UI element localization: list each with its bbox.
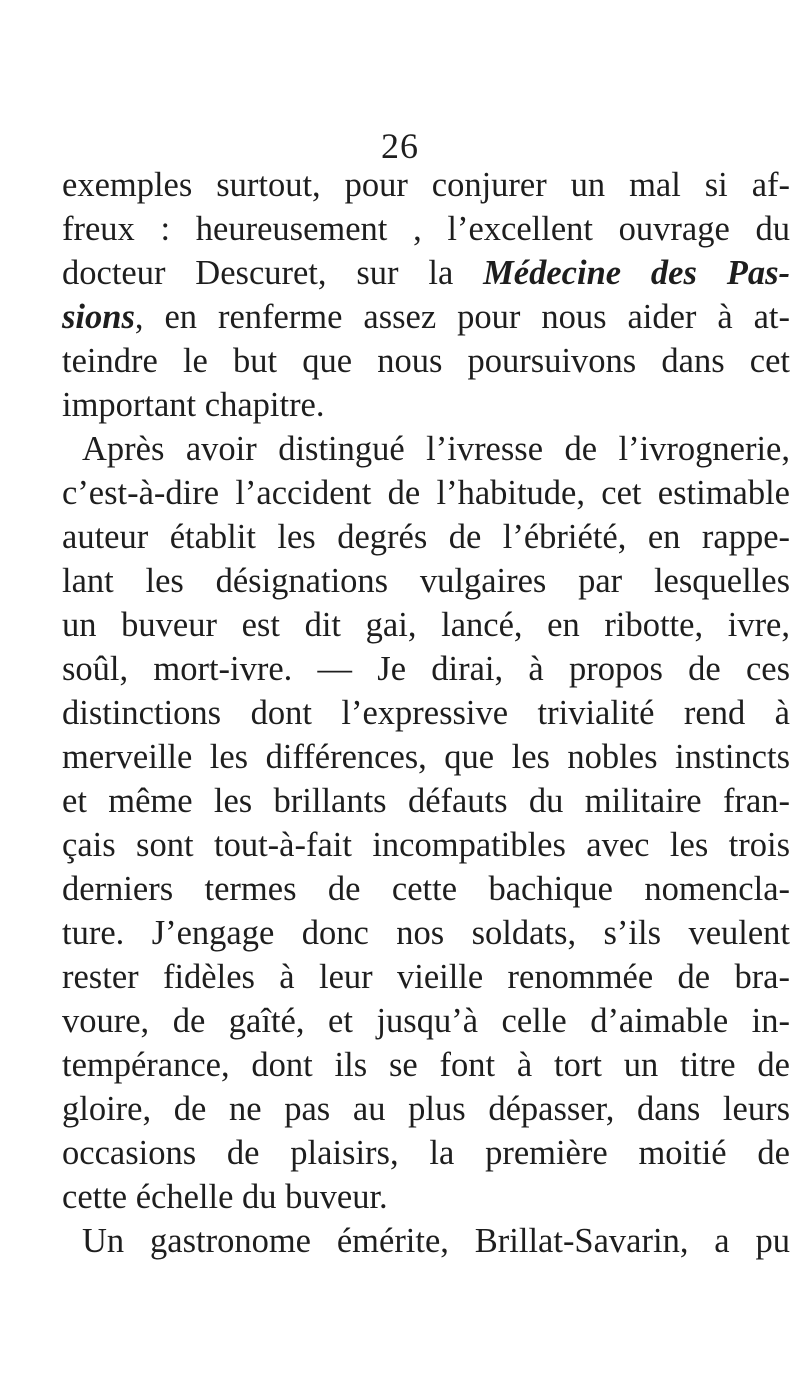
text-line: teindre le but que nous poursuivons dans cet	[62, 342, 790, 380]
page-number: 26	[381, 126, 419, 166]
text-line: soûl, mort-ivre. — Je dirai, à propos de ces	[62, 650, 790, 688]
text-line: un buveur est dit gai, lancé, en ribotte, ivre,	[62, 606, 790, 644]
text-line	[62, 294, 790, 340]
text-line: Après avoir distingué l’ivresse de l’ivrognerie,	[82, 430, 790, 468]
text-line: auteur établit les degrés de l’ébriété, en rappe-	[62, 518, 790, 556]
text-line: voure, de gaîté, et jusqu’à celle d’aimable in-	[62, 1002, 790, 1040]
text-line: lant les désignations vulgaires par lesquelles	[62, 562, 790, 600]
text-segment: docteur Descuret, sur la	[62, 254, 484, 292]
text-line: important chapitre.	[62, 386, 325, 424]
text-line: occasions de plaisirs, la première moitié de	[62, 1134, 790, 1172]
text-line: gloire, de ne pas au plus dépasser, dans leurs	[62, 1090, 790, 1128]
text-line	[62, 250, 790, 296]
italic-title: Médecine des Pas-	[483, 254, 790, 292]
text-line: c’est-à-dire l’accident de l’habitude, cet estimable	[62, 474, 790, 512]
text-segment: , en renferme assez pour nous aider à at-	[134, 298, 790, 336]
text-line: merveille les différences, que les nobles instincts	[62, 738, 790, 776]
text-line: rester fidèles à leur vieille renommée de bra-	[62, 958, 790, 996]
text-line: derniers termes de cette bachique nomencla-	[62, 870, 790, 908]
text-line: tempérance, dont ils se font à tort un titre de	[62, 1046, 790, 1084]
text-line: cette échelle du buveur.	[62, 1178, 388, 1216]
text-line: Un gastronome émérite, Brillat-Savarin, a pu	[82, 1222, 790, 1260]
text-line: ture. J’engage donc nos soldats, s’ils veulent	[62, 914, 790, 952]
italic-title: sions	[62, 298, 135, 336]
text-line: freux : heureusement , l’excellent ouvrage du	[62, 210, 790, 248]
text-line: et même les brillants défauts du militaire fran-	[62, 782, 790, 820]
text-line: çais sont tout-à-fait incompatibles avec les trois	[62, 826, 790, 864]
text-line: distinctions dont l’expressive trivialité rend à	[62, 694, 790, 732]
text-line: exemples surtout, pour conjurer un mal si af-	[62, 166, 790, 204]
